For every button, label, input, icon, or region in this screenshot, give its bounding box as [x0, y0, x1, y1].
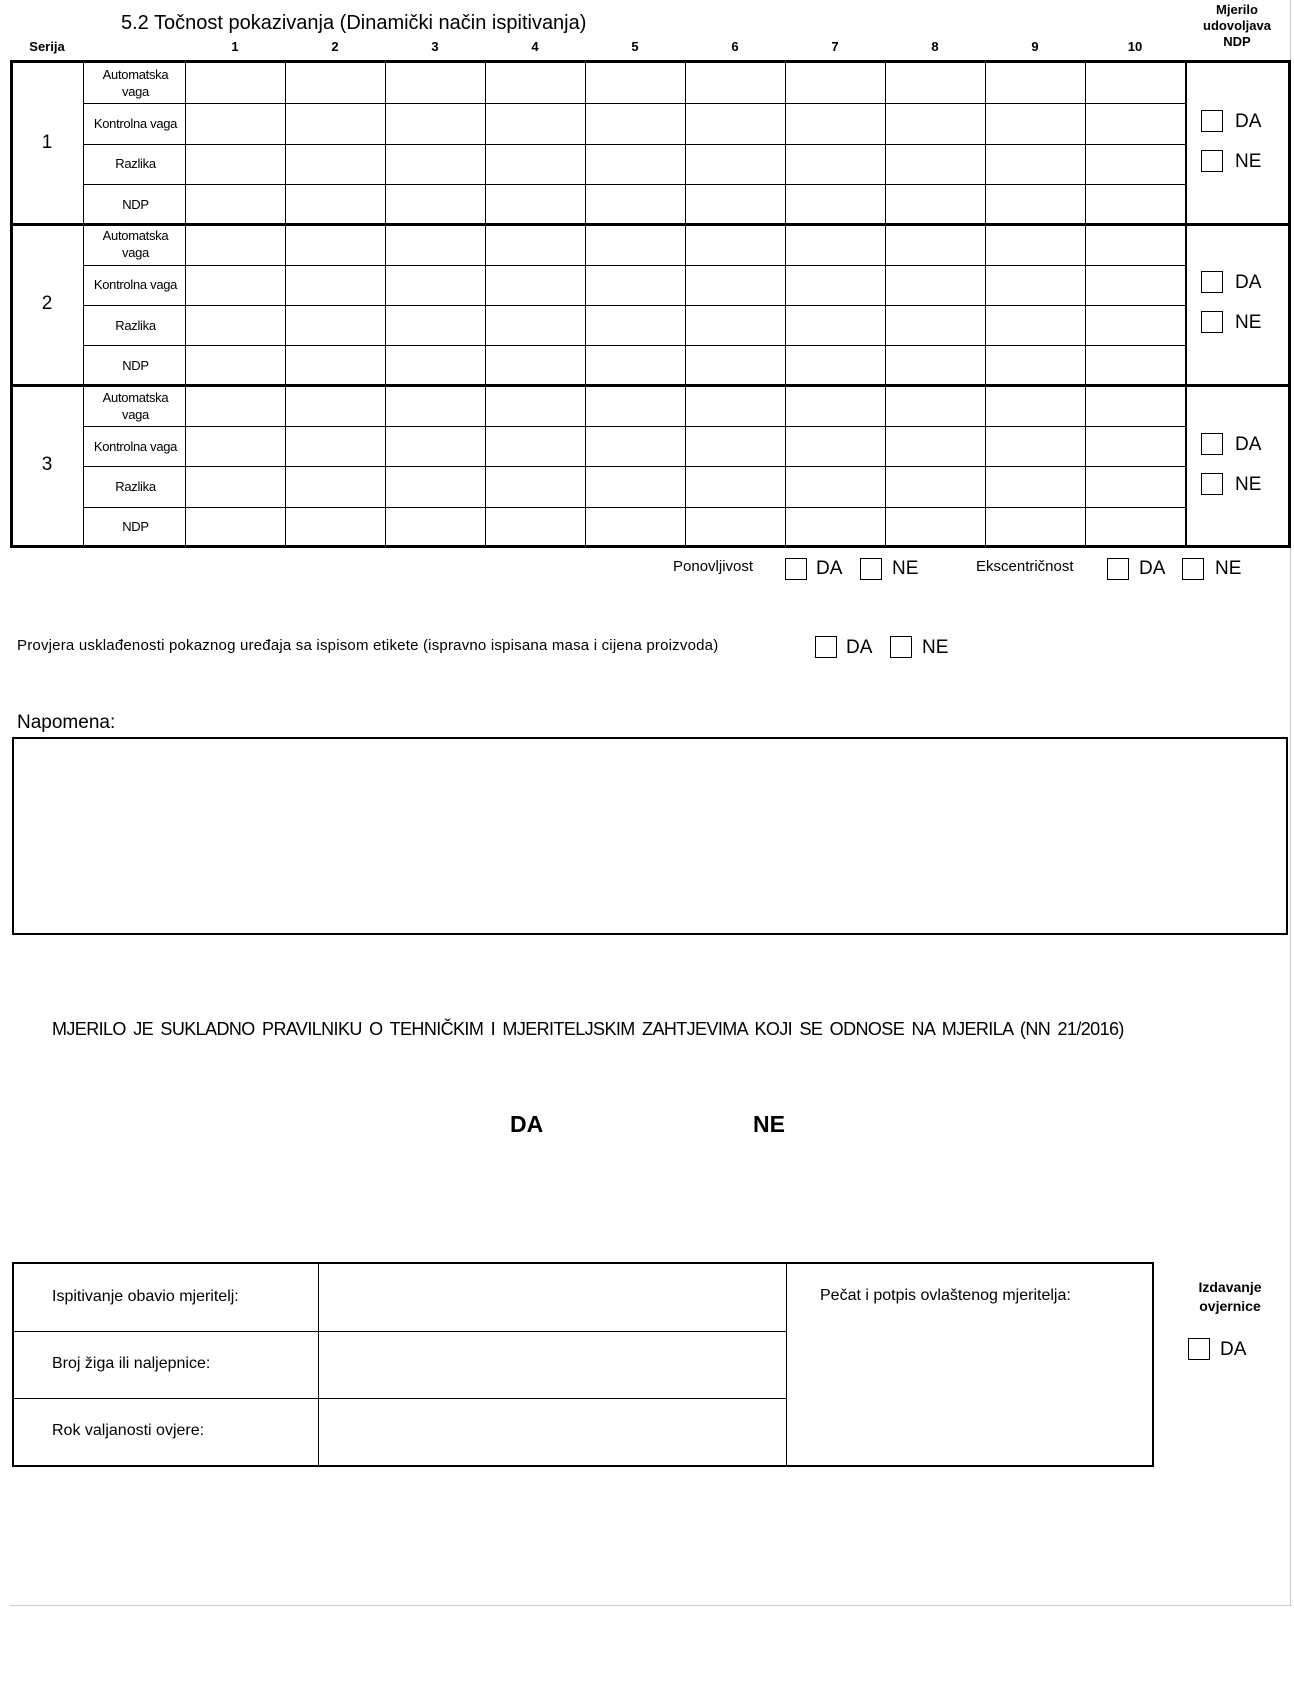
row-label: NDP — [122, 519, 149, 535]
label-check-ne-label: NE — [922, 637, 949, 658]
value-cell[interactable] — [186, 64, 284, 102]
value-cell[interactable] — [686, 346, 784, 384]
value-cell[interactable] — [1086, 346, 1184, 384]
ponovljivost-da-label: DA — [816, 558, 843, 579]
row-label: Kontrolna vaga — [93, 438, 178, 454]
column-header-4: 4 — [531, 39, 539, 54]
value-cell[interactable] — [586, 508, 684, 546]
value-cell[interactable] — [586, 427, 684, 465]
page-bottom-edge — [10, 1605, 1292, 1606]
value-cell[interactable] — [586, 467, 684, 505]
value-cell[interactable] — [886, 427, 984, 465]
value-cell[interactable] — [1086, 225, 1184, 263]
value-cell[interactable] — [486, 64, 584, 102]
header-ndp-ok-line1: Mjerilo — [1216, 2, 1258, 17]
column-header-3: 3 — [431, 39, 439, 54]
row-label: Automatska vaga — [102, 228, 169, 261]
row-label: Razlika — [115, 478, 156, 494]
section-title: 5.2 Točnost pokazivanja (Dinamički način ispitivanja) — [121, 12, 587, 34]
value-cell[interactable] — [886, 225, 984, 263]
value-cell[interactable] — [986, 387, 1084, 425]
value-cell[interactable] — [986, 185, 1084, 223]
issuance-da-label: DA — [1220, 1339, 1247, 1360]
conformity-statement: MJERILO JE SUKLADNO PRAVILNIKU O TEHNIČKIM I MJERITELJSKIM ZAHTJEVIMA KOJI SE ODNOSE NA MJERILA (NN 21/2016) — [52, 1019, 1124, 1039]
series-2-da-checkbox[interactable] — [1201, 271, 1223, 293]
value-cell[interactable] — [386, 346, 484, 384]
value-cell[interactable] — [1086, 266, 1184, 304]
value-cell[interactable] — [486, 346, 584, 384]
value-cell[interactable] — [286, 266, 384, 304]
row-label: Razlika — [115, 317, 156, 333]
value-cell[interactable] — [186, 467, 284, 505]
value-cell[interactable] — [586, 185, 684, 223]
value-cell[interactable] — [886, 467, 984, 505]
value-cell[interactable] — [186, 225, 284, 263]
header-ndp-ok — [1192, 2, 1282, 50]
issuance-label — [1180, 1278, 1280, 1316]
value-cell[interactable] — [486, 185, 584, 223]
value-cell[interactable] — [286, 467, 384, 505]
value-cell[interactable] — [486, 306, 584, 344]
value-cell[interactable] — [586, 306, 684, 344]
value-cell[interactable] — [186, 104, 284, 142]
row-label: Automatska vaga — [102, 389, 169, 422]
value-cell[interactable] — [986, 104, 1084, 142]
value-cell[interactable] — [986, 145, 1084, 183]
value-cell[interactable] — [1086, 145, 1184, 183]
value-cell[interactable] — [686, 427, 784, 465]
value-cell[interactable] — [486, 145, 584, 183]
value-cell[interactable] — [1086, 427, 1184, 465]
value-cell[interactable] — [386, 225, 484, 263]
value-cell[interactable] — [486, 266, 584, 304]
series-number-3: 3 — [41, 454, 53, 476]
stamp-number-field[interactable] — [320, 1333, 784, 1396]
ponovljivost-ne-checkbox[interactable] — [860, 558, 882, 580]
value-cell[interactable] — [586, 64, 684, 102]
value-cell[interactable] — [1086, 104, 1184, 142]
series-number-2: 2 — [41, 292, 53, 314]
tested-by-label: Ispitivanje obavio mjeritelj: — [52, 1288, 239, 1305]
value-cell[interactable] — [886, 145, 984, 183]
value-cell[interactable] — [686, 467, 784, 505]
value-cell[interactable] — [1086, 508, 1184, 546]
value-cell[interactable] — [186, 145, 284, 183]
issuance-da-checkbox[interactable] — [1188, 1338, 1210, 1360]
label-check-text: Provjera usklađenosti pokaznog uređaja sa ispisom etikete (ispravno ispisana masa i cijena proizvoda) — [17, 637, 719, 654]
value-cell[interactable] — [786, 266, 884, 304]
value-cell[interactable] — [586, 145, 684, 183]
tested-by-field[interactable] — [320, 1266, 784, 1329]
value-cell[interactable] — [1086, 64, 1184, 102]
column-header-10: 10 — [1127, 39, 1143, 54]
value-cell[interactable] — [486, 427, 584, 465]
column-header-9: 9 — [1031, 39, 1039, 54]
value-cell[interactable] — [386, 467, 484, 505]
header-serija: Serija — [29, 39, 65, 54]
value-cell[interactable] — [386, 306, 484, 344]
value-cell[interactable] — [386, 427, 484, 465]
sig-row-divider-1 — [14, 1331, 787, 1332]
value-cell[interactable] — [686, 508, 784, 546]
value-cell[interactable] — [686, 185, 784, 223]
value-cell[interactable] — [286, 427, 384, 465]
value-cell[interactable] — [186, 266, 284, 304]
column-header-5: 5 — [631, 39, 639, 54]
series-1-ne-label: NE — [1235, 151, 1262, 172]
value-cell[interactable] — [886, 64, 984, 102]
value-cell[interactable] — [386, 508, 484, 546]
ponovljivost-ne-label: NE — [892, 558, 919, 579]
value-cell[interactable] — [786, 104, 884, 142]
verdict-da[interactable]: DA — [510, 1111, 544, 1137]
column-header-6: 6 — [731, 39, 739, 54]
value-cell[interactable] — [786, 64, 884, 102]
value-cell[interactable] — [786, 346, 884, 384]
value-cell[interactable] — [286, 64, 384, 102]
column-header-2: 2 — [331, 39, 339, 54]
series-3-ne-label: NE — [1235, 473, 1262, 495]
value-cell[interactable] — [786, 427, 884, 465]
value-cell[interactable] — [586, 225, 684, 263]
value-cell[interactable] — [186, 306, 284, 344]
value-cell[interactable] — [286, 346, 384, 384]
value-cell[interactable] — [986, 427, 1084, 465]
verdict-ne[interactable]: NE — [753, 1111, 785, 1137]
grid-vline-10 — [1185, 63, 1187, 545]
ekscentricnost-da-label: DA — [1139, 558, 1166, 579]
row-label: NDP — [122, 357, 149, 373]
series-1-ne-checkbox[interactable] — [1201, 150, 1223, 172]
value-cell[interactable] — [986, 306, 1084, 344]
value-cell[interactable] — [786, 508, 884, 546]
value-cell[interactable] — [386, 64, 484, 102]
value-cell[interactable] — [586, 346, 684, 384]
label-check-da-label: DA — [846, 637, 873, 658]
value-cell[interactable] — [986, 508, 1084, 546]
value-cell[interactable] — [1086, 467, 1184, 505]
ekscentricnost-label: Ekscentričnost — [976, 558, 1074, 575]
seal-signature-label: Pečat i potpis ovlaštenog mjeritelja: — [820, 1287, 1071, 1304]
value-cell[interactable] — [186, 387, 284, 425]
ekscentricnost-ne-checkbox[interactable] — [1182, 558, 1204, 580]
value-cell[interactable] — [286, 225, 384, 263]
column-header-1: 1 — [231, 39, 239, 54]
value-cell[interactable] — [286, 104, 384, 142]
value-cell[interactable] — [686, 306, 784, 344]
value-cell[interactable] — [886, 387, 984, 425]
value-cell[interactable] — [986, 225, 1084, 263]
sig-divider-2 — [786, 1264, 787, 1465]
validity-label: Rok valjanosti ovjere: — [52, 1422, 205, 1439]
value-cell[interactable] — [686, 64, 784, 102]
header-ndp-ok-line3: NDP — [1223, 34, 1251, 49]
series-2-da-label: DA — [1235, 272, 1262, 294]
series-1-da-checkbox[interactable] — [1201, 110, 1223, 132]
value-cell[interactable] — [986, 346, 1084, 384]
series-3-da-checkbox[interactable] — [1201, 433, 1223, 455]
value-cell[interactable] — [286, 145, 384, 183]
value-cell[interactable] — [486, 225, 584, 263]
value-cell[interactable] — [186, 346, 284, 384]
row-label: Kontrolna vaga — [93, 115, 178, 131]
row-label: Razlika — [115, 156, 156, 172]
column-header-7: 7 — [831, 39, 839, 54]
ekscentricnost-ne-label: NE — [1215, 558, 1242, 579]
value-cell[interactable] — [686, 225, 784, 263]
header-ndp-ok-line2: udovoljava — [1203, 18, 1271, 33]
value-cell[interactable] — [886, 266, 984, 304]
series-3-ne-checkbox[interactable] — [1201, 473, 1223, 495]
value-cell[interactable] — [386, 145, 484, 183]
value-cell[interactable] — [286, 306, 384, 344]
label-check-da-checkbox[interactable] — [815, 636, 837, 658]
value-cell[interactable] — [786, 306, 884, 344]
value-cell[interactable] — [586, 104, 684, 142]
ponovljivost-da-checkbox[interactable] — [785, 558, 807, 580]
value-cell[interactable] — [886, 346, 984, 384]
value-cell[interactable] — [686, 266, 784, 304]
value-cell[interactable] — [986, 64, 1084, 102]
value-cell[interactable] — [986, 266, 1084, 304]
value-cell[interactable] — [286, 387, 384, 425]
value-cell[interactable] — [386, 104, 484, 142]
value-cell[interactable] — [486, 467, 584, 505]
series-1-da-label: DA — [1235, 111, 1262, 132]
value-cell[interactable] — [786, 185, 884, 223]
sig-row-divider-2 — [14, 1398, 787, 1399]
value-cell[interactable] — [1086, 306, 1184, 344]
value-cell[interactable] — [1086, 185, 1184, 223]
value-cell[interactable] — [186, 508, 284, 546]
value-cell[interactable] — [786, 387, 884, 425]
value-cell[interactable] — [686, 104, 784, 142]
value-cell[interactable] — [686, 387, 784, 425]
value-cell[interactable] — [686, 145, 784, 183]
validity-field[interactable] — [320, 1400, 784, 1463]
sig-divider-1 — [318, 1264, 319, 1465]
value-cell[interactable] — [786, 145, 884, 183]
value-cell[interactable] — [186, 427, 284, 465]
value-cell[interactable] — [886, 104, 984, 142]
issuance-line2: ovjernice — [1199, 1298, 1261, 1314]
series-3-da-label: DA — [1235, 433, 1262, 455]
label-check-ne-checkbox[interactable] — [890, 636, 912, 658]
value-cell[interactable] — [886, 185, 984, 223]
row-label: Automatska vaga — [102, 67, 169, 100]
value-cell[interactable] — [886, 306, 984, 344]
value-cell[interactable] — [386, 387, 484, 425]
note-textarea[interactable] — [12, 737, 1288, 935]
ponovljivost-label: Ponovljivost — [673, 558, 754, 575]
issuance-line1: Izdavanje — [1198, 1279, 1262, 1295]
series-2-ne-checkbox[interactable] — [1201, 311, 1223, 333]
value-cell[interactable] — [186, 185, 284, 223]
value-cell[interactable] — [886, 508, 984, 546]
value-cell[interactable] — [486, 104, 584, 142]
row-label: Kontrolna vaga — [93, 277, 178, 293]
value-cell[interactable] — [486, 387, 584, 425]
value-cell[interactable] — [386, 266, 484, 304]
series-number-1: 1 — [41, 131, 53, 153]
value-cell[interactable] — [986, 467, 1084, 505]
value-cell[interactable] — [486, 508, 584, 546]
row-label: NDP — [122, 196, 149, 212]
stamp-number-label: Broj žiga ili naljepnice: — [52, 1355, 211, 1372]
value-cell[interactable] — [286, 185, 384, 223]
column-header-8: 8 — [931, 39, 939, 54]
value-cell[interactable] — [786, 225, 884, 263]
measurement-grid — [10, 60, 1291, 548]
value-cell[interactable] — [386, 185, 484, 223]
value-cell[interactable] — [1086, 387, 1184, 425]
value-cell[interactable] — [586, 266, 684, 304]
series-2-ne-label: NE — [1235, 312, 1262, 334]
ekscentricnost-da-checkbox[interactable] — [1107, 558, 1129, 580]
value-cell[interactable] — [286, 508, 384, 546]
value-cell[interactable] — [786, 467, 884, 505]
note-title: Napomena: — [17, 712, 116, 733]
value-cell[interactable] — [586, 387, 684, 425]
